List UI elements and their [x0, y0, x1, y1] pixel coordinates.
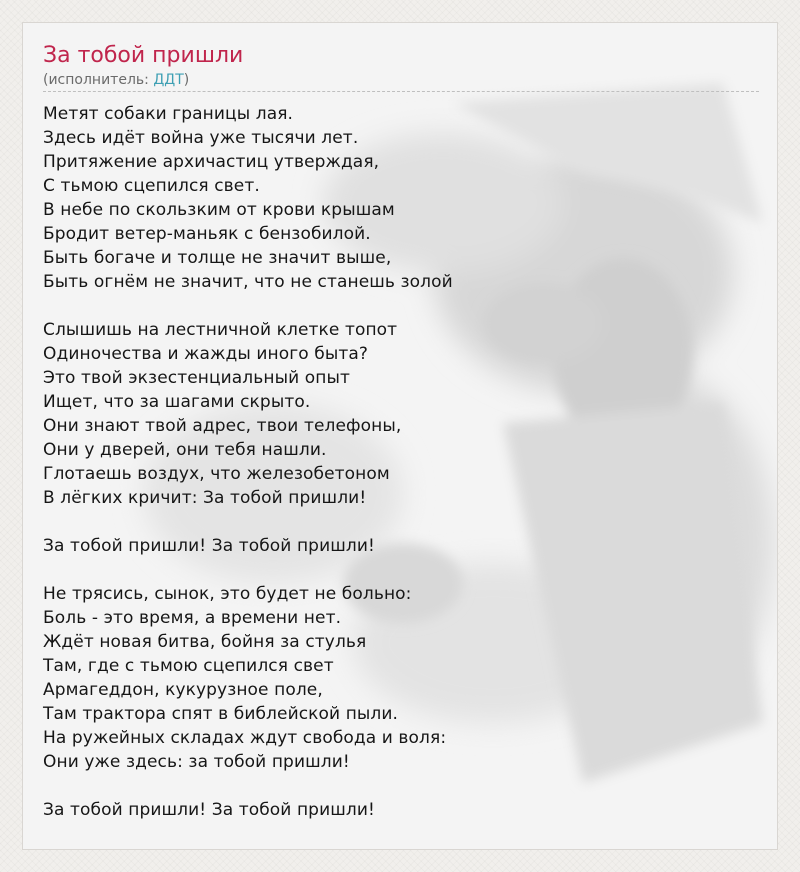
lyrics-line: Боль - это время, а времени нет. — [43, 608, 342, 628]
lyrics-line: Одиночества и жажды иного быта? — [43, 344, 369, 364]
lyrics-line: Быть богаче и толще не значит выше, — [43, 248, 392, 268]
lyrics-line: Метят собаки границы лая. — [43, 104, 294, 124]
lyrics-line: Не трясись, сынок, это будет не больно: — [43, 584, 412, 604]
lyrics-line: Быть огнём не значит, что не станешь золой — [43, 272, 453, 292]
lyrics-line: Глотаешь воздух, что железобетоном — [43, 464, 390, 484]
lyrics-stanza — [43, 102, 759, 294]
lyrics-line: Это твой экзестенциальный опыт — [43, 368, 351, 388]
lyrics-line: Здесь идёт война уже тысячи лет. — [43, 128, 359, 148]
artist-prefix: (исполнитель: — [43, 72, 154, 88]
lyrics-line: На ружейных складах ждут свобода и воля: — [43, 728, 447, 748]
lyrics-line: В лёгких кричит: За тобой пришли! — [43, 488, 367, 508]
content-area — [43, 41, 759, 846]
lyrics-line: Армагеддон, кукурузное поле, — [43, 680, 323, 700]
lyrics-line: За тобой пришли! За тобой пришли! — [43, 800, 375, 820]
lyrics-line: Они у дверей, они тебя нашли. — [43, 440, 327, 460]
lyrics-line: Слышишь на лестничной клетке топот — [43, 320, 398, 340]
lyrics-stanza — [43, 534, 759, 558]
lyrics-line: В небе по скользким от крови крышам — [43, 200, 395, 220]
lyrics-line: Ищет, что за шагами скрыто. — [43, 392, 311, 412]
lyrics-card — [22, 22, 778, 850]
artist-line — [43, 71, 759, 89]
lyrics-line: Они уже здесь: за тобой пришли! — [43, 752, 350, 772]
lyrics-stanza — [43, 582, 759, 774]
lyrics-line: Там, где с тьмою сцепился свет — [43, 656, 334, 676]
lyrics-line: За тобой пришли! За тобой пришли! — [43, 536, 375, 556]
lyrics-line: Бродит ветер-маньяк с бензобилой. — [43, 224, 371, 244]
lyrics-line: Притяжение архичастиц утверждая, — [43, 152, 380, 172]
artist-suffix: ) — [183, 72, 190, 88]
lyrics-stanza — [43, 318, 759, 510]
artist-link[interactable]: ДДТ — [153, 72, 184, 88]
lyrics-line: Они знают твой адрес, твои телефоны, — [43, 416, 402, 436]
lyrics-line: С тьмою сцепился свет. — [43, 176, 260, 196]
lyrics-line: Ждёт новая битва, бойня за стулья — [43, 632, 367, 652]
lyrics-line: Там трактора спят в библейской пыли. — [43, 704, 399, 724]
title-divider — [43, 91, 759, 92]
lyrics-stanza — [43, 798, 759, 822]
song-title: За тобой пришли — [43, 43, 244, 68]
lyrics-text — [43, 102, 759, 822]
